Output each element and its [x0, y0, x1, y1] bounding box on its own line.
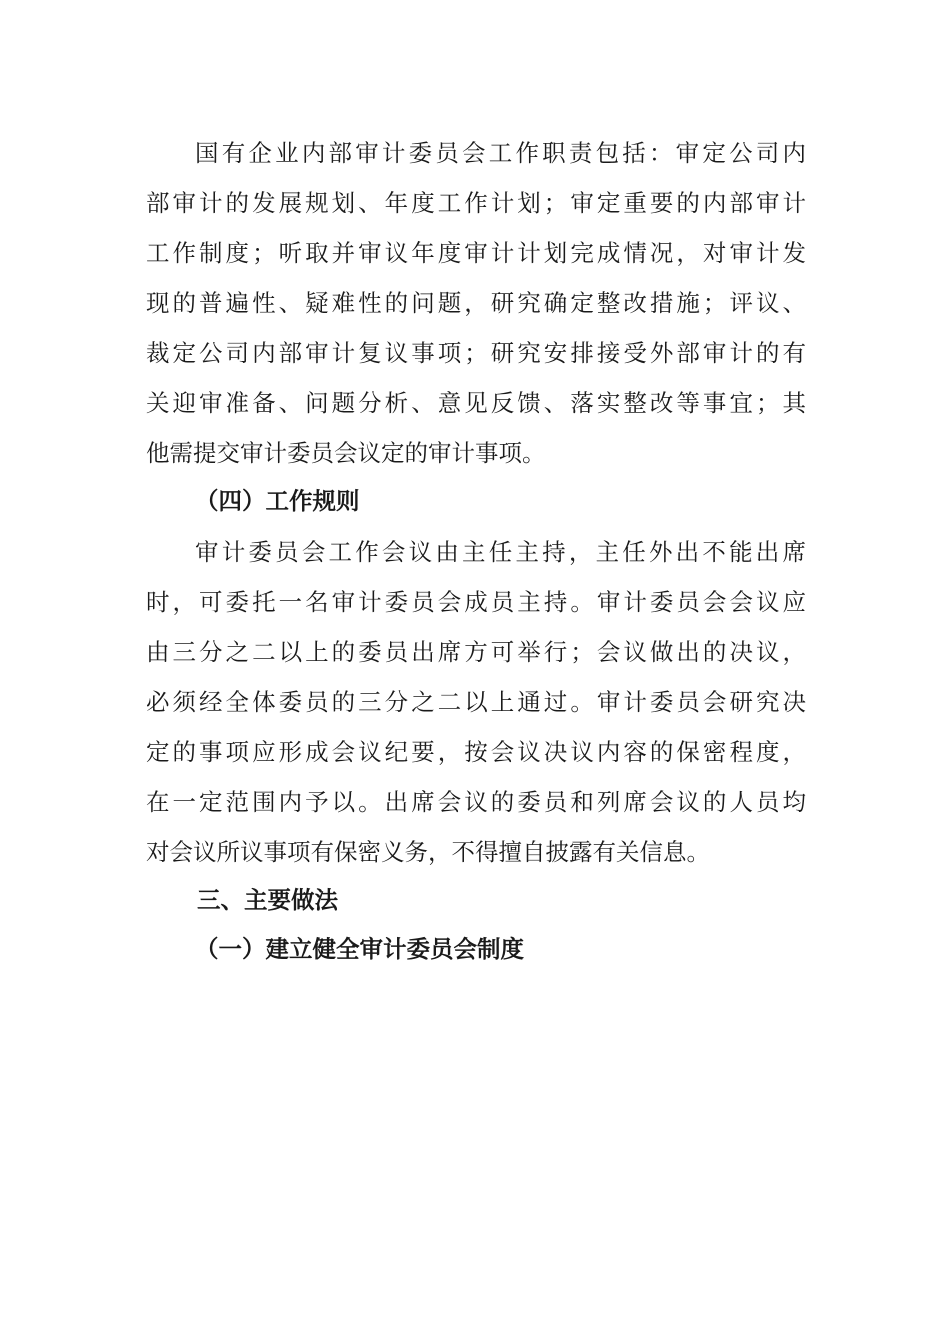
heading-main-practices: 三、主要做法: [197, 886, 338, 914]
paragraph-1-line-5: 裁定公司内部审计复议事项；研究安排接受外部审计的有: [146, 339, 806, 367]
paragraph-2-line-3: 由三分之二以上的委员出席方可举行；会议做出的决议，: [146, 638, 806, 666]
paragraph-2-line-6: 在一定范围内予以。出席会议的委员和列席会议的人员均: [146, 788, 806, 816]
paragraph-2-line-2: 时，可委托一名审计委员会成员主持。审计委员会会议应: [146, 588, 806, 616]
paragraph-1-line-3: 工作制度；听取并审议年度审计计划完成情况，对审计发: [146, 239, 806, 267]
heading-work-rules: （四）工作规则: [195, 487, 360, 515]
paragraph-2-line-7: 对会议所议事项有保密义务，不得擅自披露有关信息。: [146, 838, 710, 866]
paragraph-2-line-4: 必须经全体委员的三分之二以上通过。审计委员会研究决: [146, 688, 806, 716]
paragraph-1-line-6: 关迎审准备、问题分析、意见反馈、落实整改等事宜；其: [146, 389, 806, 417]
paragraph-1-line-1: 国有企业内部审计委员会工作职责包括：审定公司内: [195, 139, 806, 167]
paragraph-1-line-7: 他需提交审计委员会议定的审计事项。: [146, 439, 546, 467]
paragraph-1-line-2: 部审计的发展规划、年度工作计划；审定重要的内部审计: [146, 189, 806, 217]
paragraph-1-line-4: 现的普遍性、疑难性的问题，研究确定整改措施；评议、: [146, 289, 806, 317]
heading-establish-committee-system: （一）建立健全审计委员会制度: [195, 935, 524, 963]
paragraph-2-line-1: 审计委员会工作会议由主任主持，主任外出不能出席: [195, 538, 806, 566]
paragraph-2-line-5: 定的事项应形成会议纪要，按会议决议内容的保密程度，: [146, 738, 806, 766]
